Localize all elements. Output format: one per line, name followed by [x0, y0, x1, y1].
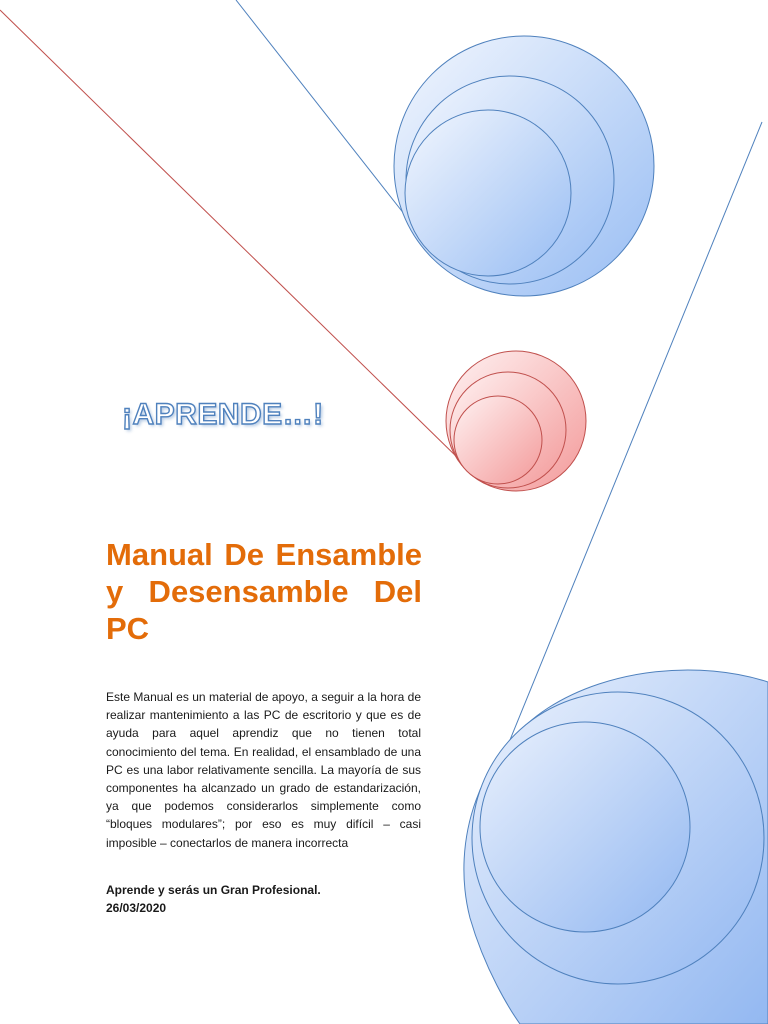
motto: Aprende y serás un Gran Profesional.	[106, 883, 321, 897]
top-blue-circles	[394, 36, 654, 296]
bottom-blue-circle-inner	[480, 722, 690, 932]
upper-blue-diagonal-line	[236, 0, 412, 224]
red-circle-inner	[454, 396, 542, 484]
bottom-blue-circles	[464, 670, 768, 1024]
tagline: ¡APRENDE…!	[122, 398, 324, 431]
top-blue-circle-inner	[405, 110, 571, 276]
document-title: Manual De Ensamble y Desensamble Del PC	[106, 537, 422, 646]
red-diagonal-line	[0, 10, 462, 462]
red-circles	[446, 351, 586, 491]
date: 26/03/2020	[106, 901, 167, 915]
signoff-block	[106, 881, 421, 917]
description-paragraph: Este Manual es un material de apoyo, a seguir a la hora de realizar mantenimiento a las PC de escritorio y que es de ayuda para aquel aprendiz que no tienen total conocimiento del tema. En realidad, el ensamblado de una PC es una labor relativamente sencilla. La mayoría de sus componentes ha alcanzado un grado de estandarización, ya que podemos considerarlos simplemente como “bloques modulares”; por eso es muy difícil – casi imposible – conectarlos de manera incorrecta	[106, 690, 421, 850]
